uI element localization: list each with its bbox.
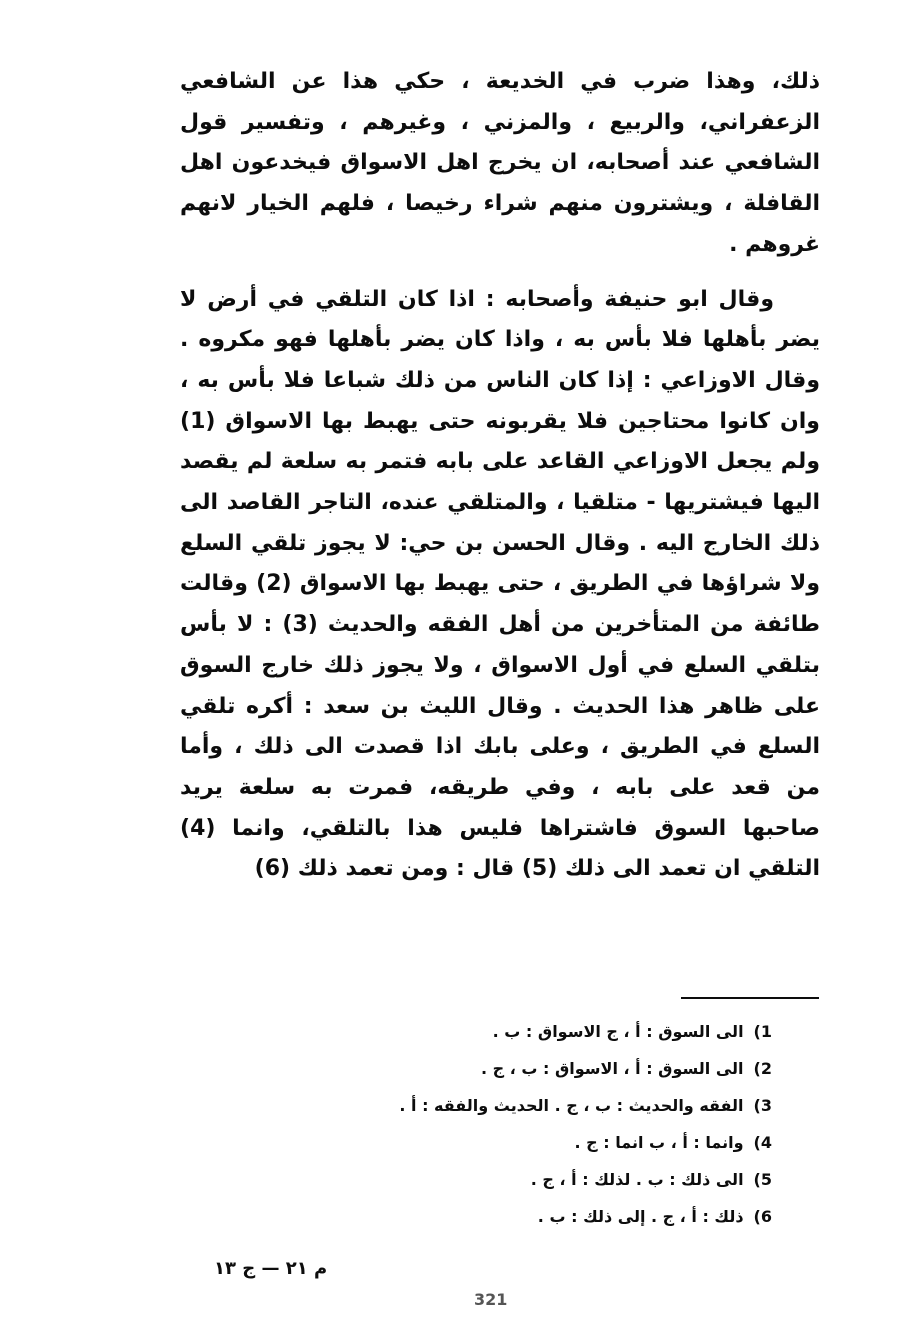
footnote-item: [212, 1161, 772, 1198]
footnote-text: وانما : أ ، ب انما : ج .: [574, 1133, 744, 1152]
footnote-text: ذلك : أ ، ج . إلى ذلك : ب .: [537, 1207, 744, 1226]
paragraph-2: وقال ابو حنيفة وأصحابه : اذا كان التلقي في أرض لا يضر بأهلها فلا بأس به ، واذا كان يضر بأهلها فهو مكروه . وقال الاوزاعي : إذا كان الناس من ذلك شباعا فلا بأس به ، وان كانوا محتاجين فلا يقربونه حتى يهبط بها الاسواق (1) ولم يجعل الاوزاعي القاعد على بابه فتمر به سلعة لم يقصد اليها فيشتريها - متلقيا ، والمتلقي عنده، التاجر القاصد الى ذلك الخارج اليه . وقال الحسن بن حي: لا يجوز تلقي السلع ولا شراؤها في الطريق ، حتى يهبط بها الاسواق (2) وقالت طائفة من المتأخرين من أهل الفقه والحديث (3) : لا بأس بتلقي السلع في أول الاسواق ، ولا يجوز ذلك خارج السوق على ظاهر هذا الحديث . وقال الليث بن سعد : أكره تلقي السلع في الطريق ، وعلى بابك اذا قصدت الى ذلك ، وأما من قعد على بابه ، وفي طريقه، فمرت به سلعة يريد صاحبها السوق فاشتراها فليس هذا بالتلقي، وانما (4) التلقي ان تعمد الى ذلك (5) قال : ومن تعمد ذلك (6): [180, 286, 821, 882]
footnote-number: 1): [753, 1022, 772, 1041]
footnote-item: [212, 1050, 772, 1087]
footnote-number: 6): [753, 1207, 772, 1226]
main-text: [180, 62, 820, 890]
footnote-item: [212, 1087, 772, 1124]
footnote-number: 2): [753, 1059, 772, 1078]
footnote-text: الفقه والحديث : ب ، ج . الحديث والفقه : أ .: [399, 1096, 744, 1115]
footnote-item: [212, 1198, 772, 1235]
page-number: 321: [474, 1290, 508, 1309]
footnote-number: 3): [753, 1096, 772, 1115]
paragraph-1: ذلك، وهذا ضرب في الخديعة ، حكي هذا عن الشافعي الزعفراني، والربيع ، والمزني ، وغيرهم ، وتفسير قول الشافعي عند أصحابه، ان يخرج اهل الاسواق فيخدعون اهل القافلة ، ويشترون منهم شراء رخيصا ، فلهم الخيار لانهم غروهم .: [180, 69, 820, 257]
footnote-text: الى السوق : أ ، ج الاسواق : ب .: [492, 1022, 744, 1041]
signature-mark: م ٢١ — ج ١٣: [214, 1258, 328, 1279]
footnote-number: 5): [753, 1170, 772, 1189]
footnote-text: الى ذلك : ب . لذلك : أ ، ج .: [530, 1170, 744, 1189]
footnote-item: [212, 1124, 772, 1161]
footnote-text: الى السوق : أ ، الاسواق : ب ، ج .: [480, 1059, 744, 1078]
footnotes: [212, 1013, 772, 1235]
footnote-item: [212, 1013, 772, 1050]
footnote-divider: [681, 997, 819, 999]
footnote-number: 4): [753, 1133, 772, 1152]
